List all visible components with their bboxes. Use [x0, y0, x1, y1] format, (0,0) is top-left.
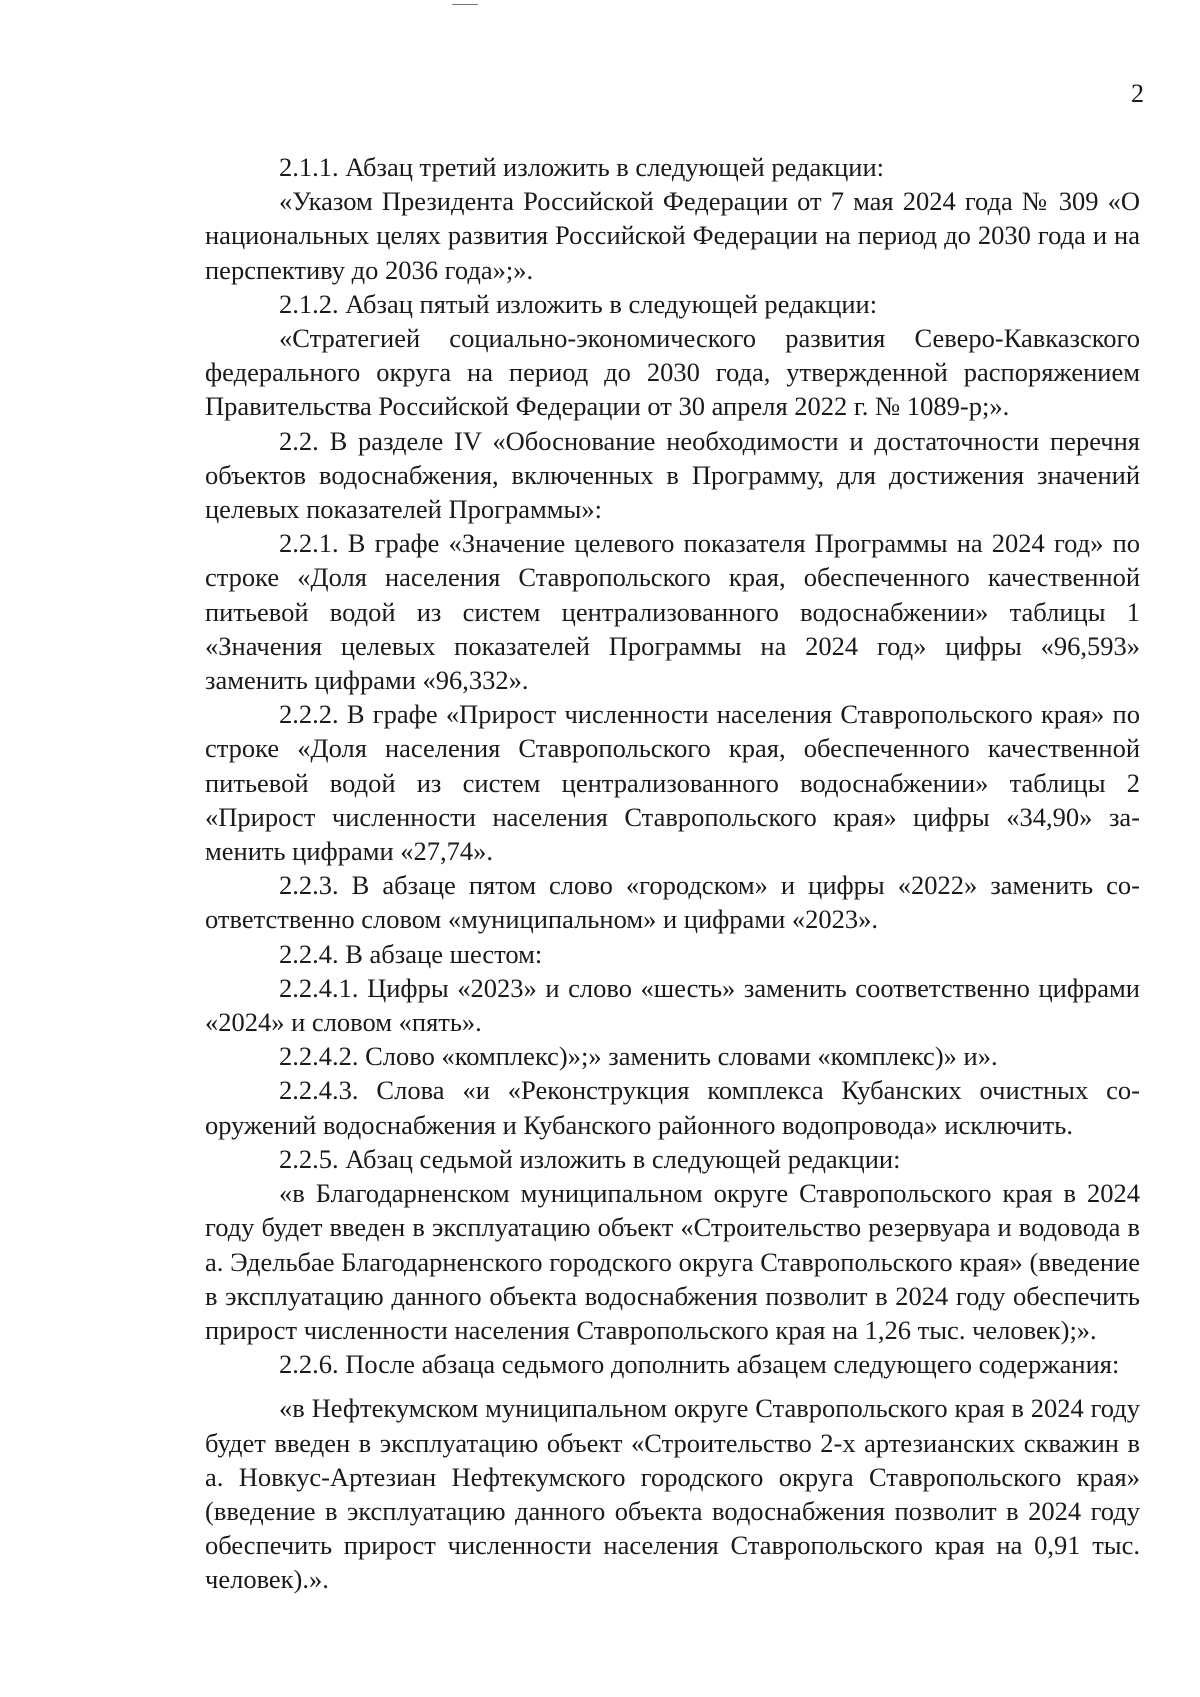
paragraph-2-2-5: 2.2.5. Абзац седьмой изложить в следующей редакции:: [279, 1143, 901, 1174]
paragraph-neftekumsky-quote: «в Нефтекумском муниципальном округе Ставропольского края в 2024 году будет введен в эксплуатацию объект «Строительство 2-х артезианских скважин в а. Новкус-Артезиан Нефтекумского городского округа Ставропольского края» (введение в эксплуатацию данного объекта водоснабжения позволит в 2024 году обеспечить прирост численности населения Ставропольского края на 0,91 тыс. человек).».: [205, 1393, 1140, 1595]
paragraph-2-2-4-2: 2.2.4.2. Слово «комплекс)»;» заменить словами «комплекс)» и».: [279, 1041, 998, 1072]
paragraph-decree-quote: «Указом Президента Российской Федерации от 7 мая 2024 года № 309 «О национальных целях развития Российской Федерации на период до 2030 года и на перспективу до 2036 года»;».: [205, 186, 1140, 285]
paragraph-2-2-6: 2.2.6. После абзаца седьмого дополнить абзацем следующего содержания:: [279, 1349, 1120, 1380]
paragraph-2-1-2: 2.1.2. Абзац пятый изложить в следующей редакции:: [279, 288, 878, 319]
paragraph-2-1-1: 2.1.1. Абзац третий изложить в следующей редакции:: [279, 152, 885, 182]
paragraph-strategy-quote: «Стратегией социально-экономического развития Северо-Кавказского федерального округа на период до 2030 года, утвержденной распоряжением Правительства Российской Федерации от 30 апреля 2022 г. № 1089-р;».: [205, 323, 1140, 422]
paragraph-2-2-3: 2.2.3. В абзаце пятом слово «городском» и цифры «2022» заменить соответственно словом «муниципальном» и цифрами «2023».: [205, 870, 1140, 935]
paragraph-2-2-4-3: 2.2.4.3. Слова «и «Реконструкция комплекса Кубанских очистных сооружений водоснабжения и Кубанского районного водопровода» исключить.: [205, 1075, 1140, 1140]
paragraph-2-2-4: 2.2.4. В абзаце шестом:: [279, 938, 543, 969]
paragraph-2-2: 2.2. В разделе IV «Обоснование необходимости и достаточности перечня объектов водоснабжения, включенных в Программу, для достижения значений целевых показателей Программы»:: [205, 425, 1140, 525]
paragraph-2-2-2: 2.2.2. В графе «Прирост численности населения Ставропольского края» по строке «Доля населения Ставропольского края, обеспеченного качественной питьевой водой из систем централизованного водоснабжении» таблицы 2 «Прирост численности населения Ставропольского края» цифры «34,90» заменить цифрами «27,74».: [205, 699, 1140, 867]
paragraph-blagodarnensky-quote: «в Благодарненском муниципальном округе Ставропольского края в 2024 году будет введен в эксплуатацию объект «Строительство резервуара и водовода в а. Эдельбае Благодарненского городского округа Ставропольского края» (введение в эксплуатацию данного объекта водоснабжения позволит в 2024 году обеспечить прирост численности населения Ставропольского края на 1,26 тыс. человек);».: [205, 1178, 1140, 1345]
document-body: [205, 150, 1140, 1597]
paragraph-2-2-1: 2.2.1. В графе «Значение целевого показателя Программы на 2024 год» по строке «Доля населения Ставропольского края, обеспеченного качественной питьевой водой из систем централизованного водоснабжении» таблицы 1 «Значения целевых показателей Программы на 2024 год» цифры «96,593» заменить цифрами «96,332».: [205, 528, 1140, 696]
page-number: 2: [1131, 79, 1144, 108]
top-scan-mark: [452, 4, 478, 5]
paragraph-2-2-4-1: 2.2.4.1. Цифры «2023» и слово «шесть» заменить соответственно цифрами «2024» и словом «пять».: [205, 972, 1140, 1038]
